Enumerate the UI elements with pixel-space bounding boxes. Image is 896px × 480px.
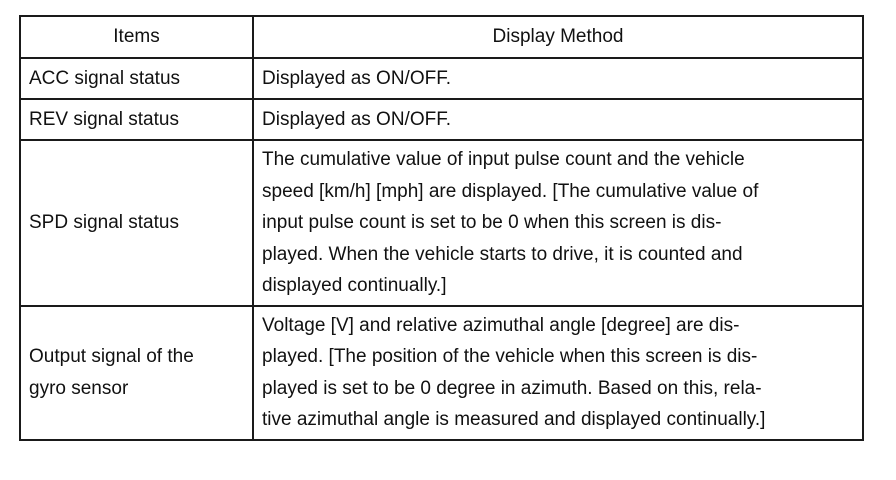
method-cell: [253, 306, 863, 440]
item-text-line: Output signal of the: [29, 346, 194, 367]
method-cell: [253, 99, 863, 140]
method-text-line: tive azimuthal angle is measured and displayed continually.]: [262, 409, 766, 430]
table-row-gyro: [20, 306, 863, 440]
method-cell: [253, 58, 863, 99]
method-text-line: displayed continually.]: [262, 275, 447, 296]
method-text-line: input pulse count is set to be 0 when this screen is dis-: [262, 212, 722, 233]
item-text: SPD signal status: [29, 212, 179, 233]
method-text-line: The cumulative value of input pulse count and the vehicle: [262, 149, 745, 170]
header-display-method: Display Method: [253, 16, 863, 58]
table-row-spd: [20, 140, 863, 306]
signal-display-table: [19, 15, 864, 441]
method-text: Displayed as ON/OFF.: [262, 67, 451, 89]
method-text-line: played is set to be 0 degree in azimuth. Based on this, rela-: [262, 377, 762, 399]
header-items: Items: [20, 16, 253, 58]
method-text: Displayed as ON/OFF.: [262, 108, 451, 130]
item-text-line: gyro sensor: [29, 377, 129, 399]
method-text-line: played. [The position of the vehicle when this screen is dis-: [262, 346, 758, 367]
header-row: [20, 16, 863, 58]
item-text: ACC signal status: [29, 67, 181, 89]
item-cell: [20, 58, 253, 99]
table-row-rev: [20, 99, 863, 140]
item-cell: [20, 140, 253, 306]
item-cell: [20, 306, 253, 440]
table-row-acc: [20, 58, 863, 99]
method-text-line: Voltage [V] and relative azimuthal angle [degree] are dis-: [262, 314, 740, 336]
method-text-line: speed [km/h] [mph] are displayed. [The cumulative value of: [262, 180, 759, 202]
item-text: REV signal status: [29, 108, 179, 130]
method-text-line: played. When the vehicle starts to drive, it is counted and: [262, 243, 743, 265]
method-cell: [253, 140, 863, 306]
item-cell: [20, 99, 253, 140]
